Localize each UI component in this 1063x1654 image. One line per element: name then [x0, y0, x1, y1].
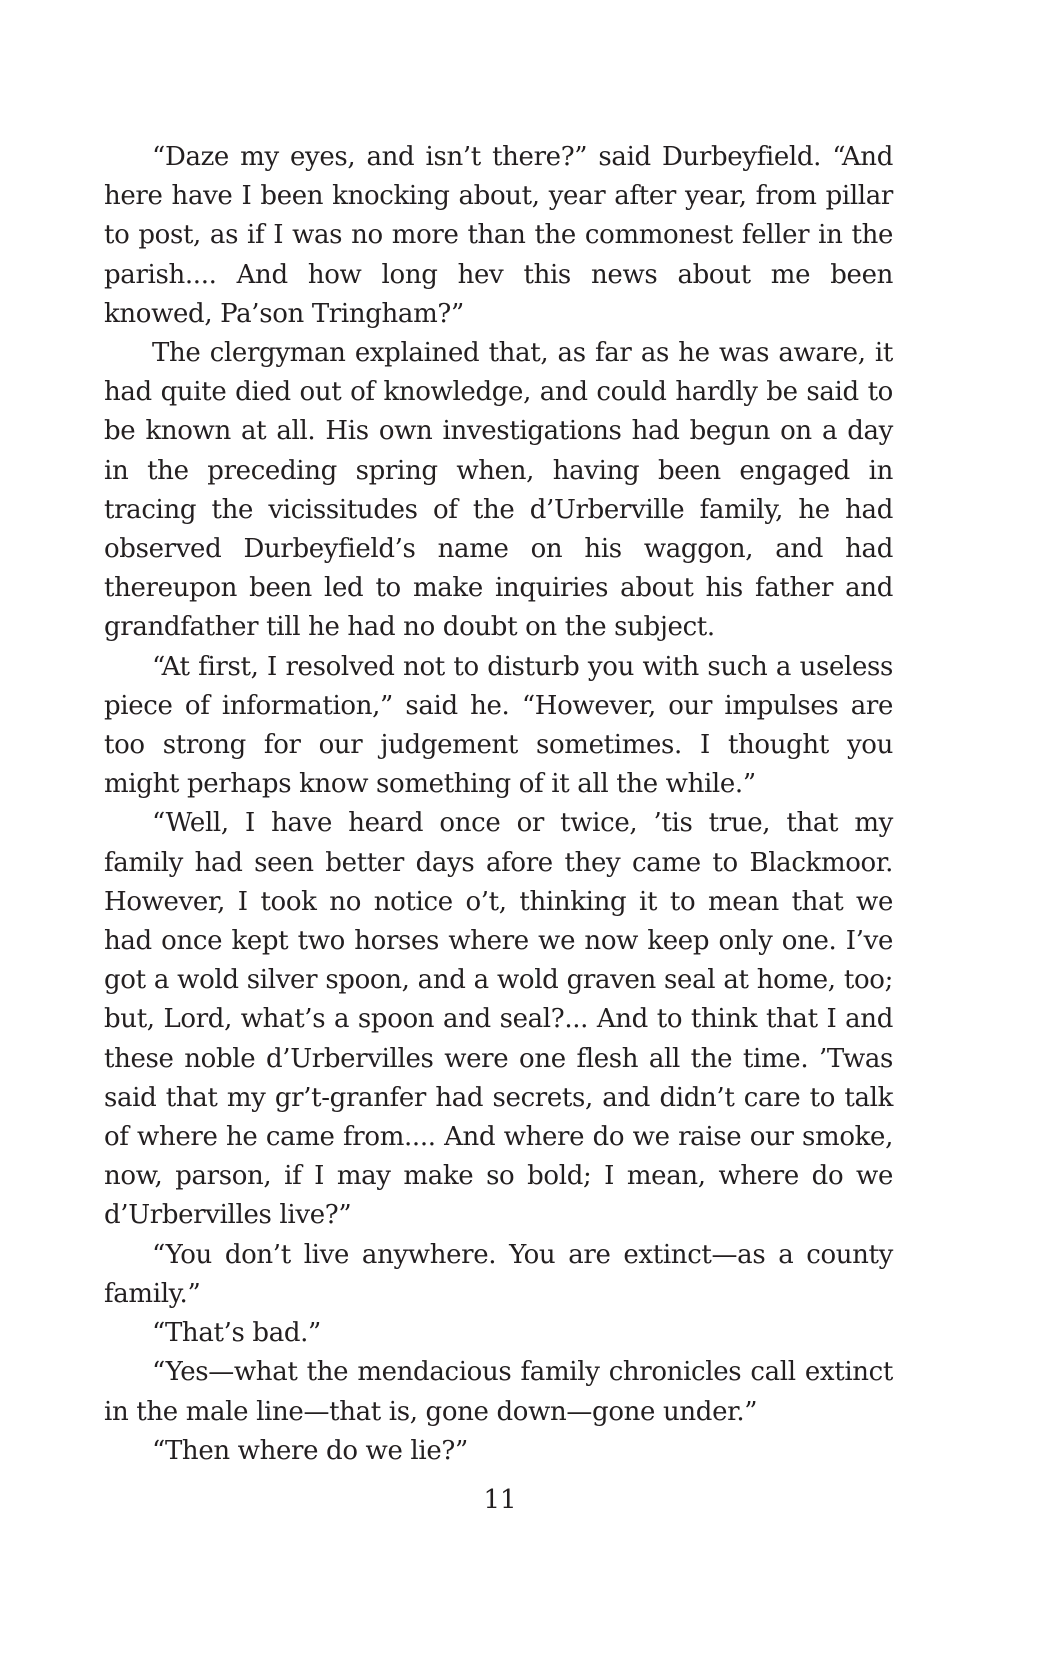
page-number: 11	[483, 1485, 517, 1515]
paragraph-4: “Well, I have heard once or twice, ’tis true, that my family had seen better days afore they came to Blackmoor. However, I took no notice o’t, thinking it to mean that we had once kept two horses where we now keep only one. I’ve got a wold silver spoon, and a wold graven seal at home, too; but, Lord, what’s a spoon and seal?... And to think that I and these noble d’Urbervilles were one flesh all the time. ’Twas said that my gr’t-granfer had secrets, and didn’t care to talk of where he came from.... And where do we raise our smoke, now, parson, if I may make so bold; I mean, where do we d’Urbervilles live?”	[104, 808, 893, 1231]
paragraph-3: “At first, I resolved not to disturb you with such a useless piece of information,” said he. “However, our impulses are too strong for our judgement sometimes. I thought you might perhaps know something of it all the while.”	[104, 651, 893, 800]
paragraph-6: “That’s bad.”	[152, 1318, 321, 1349]
paragraph-7: “Yes—what the mendacious family chronicles call extinct in the male line—that is, gone down—gone under.”	[104, 1357, 893, 1427]
body-text	[104, 138, 893, 1471]
paragraph-8: “Then where do we lie?”	[152, 1435, 468, 1466]
paragraph-5: “You don’t live anywhere. You are extinct—as a county family.”	[104, 1239, 893, 1309]
paragraph-2: The clergyman explained that, as far as he was aware, it had quite died out of knowledge, and could hardly be said to be known at all. His own investigations had begun on a day in the preceding spring when, having been engaged in tracing the vicissitudes of the d’Urberville family, he had observed Durbeyfield’s name on his waggon, and had thereupon been led to make inquiries about his father and grandfather till he had no doubt on the subject.	[104, 338, 893, 643]
paragraph-1: “Daze my eyes, and isn’t there?” said Durbeyfield. “And here have I been knocking about, year after year, from pillar to post, as if I was no more than the commonest feller in the parish.... And how long hev this news about me been knowed, Pa’son Tringham?”	[104, 142, 893, 329]
